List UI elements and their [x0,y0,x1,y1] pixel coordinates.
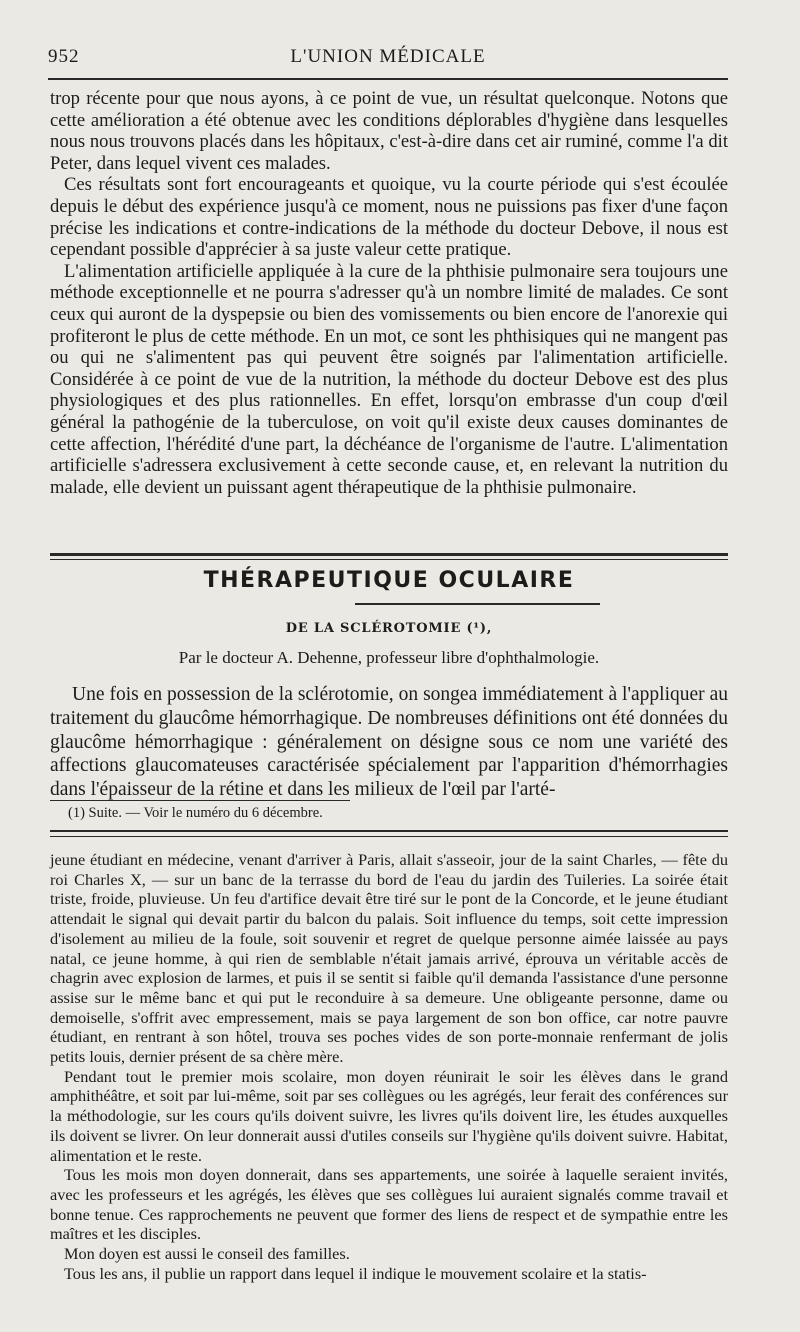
paragraph: Ces résultats sont fort encourageants et quoique, vu la courte période qui s'est écoulée depuis le début des expérience jusqu'à ce moment, nous ne puissions pas fixer d'une façon précise les indications et contre-indications de la méthode du docteur Debove, il nous est cependant possible d'apprécier à sa juste valeur cette pratique. [50,174,728,261]
section-rule-top-thin [50,559,728,560]
footnote: (1) Suite. — Voir le numéro du 6 décembre. [68,805,323,821]
feuilleton-rule-thin [50,836,728,837]
paragraph: Tous les mois mon doyen donnerait, dans ses appartements, une soirée à laquelle seraient invités, avec les professeurs et les agrégés, les élèves que ses collègues lui auraient signalés comme travail et bonne tenue. Ces rapprochements ne peuvent que former des liens de respect et de sympathie entre les maîtres et les disciples. [50,1165,728,1244]
paragraph: Tous les ans, il publie un rapport dans lequel il indique le mouvement scolaire et la statis- [64,1263,647,1283]
footnote-rule [50,800,350,801]
journal-title: L'UNION MÉDICALE [290,46,486,67]
paragraph: L'alimentation artificielle appliquée à la cure de la phthisie pulmonaire sera toujours une méthode exceptionnelle et ne pourra s'adresser qu'à un nombre limité de malades. Ce sont ceux qui auront de la dyspepsie ou bien des vomissements ou bien encore de l'anorexie qui profiteront le plus de cette méthode. En un mot, ce sont les phthisiques qui ne mangent pas ou qui ne s'alimentent pas qui peuvent être soignés par l'alimentation artificielle. Considérée à ce point de vue de la nutrition, la méthode du docteur Debove est des plus physiologiques et des plus rationnelles. En effet, lorsqu'on embrasse d'un coup d'œil général la pathogénie de la tuberculose, on voit qu'il existe deux causes dominantes de cette affection, l'hérédité d'une part, la déchéance de l'organisme de l'autre. L'alimentation artificielle s'adressera exclusivement à cette seconde cause, et, en relevant la nutrition du malade, elle devient un puissant agent thérapeutique de la phthisie pulmonaire. [50,260,728,498]
paragraph: Pendant tout le premier mois scolaire, mon doyen réunirait le soir les élèves dans le grand amphithéâtre, et soit par lui-même, soit par ses collègues ou les agrégés, leur ferait des conférences sur la méthodologie, sur les cours qu'ils doivent suivre, les livres qu'ils doivent lire, les études auxquelles ils doivent se livrer. On leur donnerait aussi d'utiles conseils sur l'hygiène qu'ils doivent suivre. Habitat, alimentation et le reste. [50,1066,728,1165]
feuilleton [50,850,728,1283]
paragraph: Une fois en possession de la sclérotomie, on songea immédiatement à l'appliquer au traitement du glaucôme hémorrhagique. De nombreuses définitions ont été données du glaucôme hémorrhagique : généralement on désigne sous ce nom une variété des affections glaucomateuses caractérisée spécialement par l'apparition d'hémorrhagies dans l'épaisseur de la rétine et dans les milieux de l'œil par l'arté- [50,684,728,801]
article-alimentation [50,88,728,498]
page-header [48,42,728,72]
section-title: THÉRAPEUTIQUE OCULAIRE [203,568,575,593]
article-subtitle: DE LA SCLÉROTOMIE (¹), [285,621,493,636]
paragraph: jeune étudiant en médecine, venant d'arriver à Paris, allait s'asseoir, jour de la saint Charles, — fête du roi Charles X, — sur un banc de la terrasse du bord de l'eau du jardin des Tuileries. La soirée était triste, froide, pluvieuse. Un feu d'artifice devait être tiré sur le pont de la Concorde, et le jeune étudiant attendait le signal qui devait partir du balcon du palais. Soit influence du temps, soit cette impression d'isolement au milieu de la foule, soit souvenir et regret de quelque personne aimée laissée au pays natal, ce jeune homme, à qui rien de semblable n'était jamais arrivé, éprouva un véritable accès de chagrin avec explosion de larmes, et puis il se sentit si faible qu'il demanda l'assistance d'une personne assise sur le même banc et qui put le reconduire à sa demeure. Une obligeante personne, dame ou demoiselle, s'offrit avec empressement, mais se paya largement de son bon office, car notre pauvre étudiant, en rentrant à son hôtel, trouva ses poches vides de son porte-monnaie renfermant de jolis petits louis, dernier présent de sa chère mère. [50,850,728,1067]
page-number: 952 [48,46,80,67]
feuilleton-rule [50,830,728,832]
title-underline [355,603,600,605]
paragraph: Mon doyen est aussi le conseil des familles. [64,1244,350,1264]
paragraph: trop récente pour que nous ayons, à ce point de vue, un résultat quelconque. Notons que cette amélioration a été obtenue avec les conditions déplorables d'hygiène dans lesquelles nous nous trouvons placés dans les hôpitaux, c'est-à-dire dans cet air ruminé, comme l'a dit Peter, dans lequel vivent ces malades. [50,88,728,174]
header-rule [48,78,728,80]
article-author: Par le docteur A. Dehenne, professeur libre d'ophthalmologie. [178,648,600,667]
article-sclerotomie [50,683,728,802]
section-rule-top [50,553,728,556]
